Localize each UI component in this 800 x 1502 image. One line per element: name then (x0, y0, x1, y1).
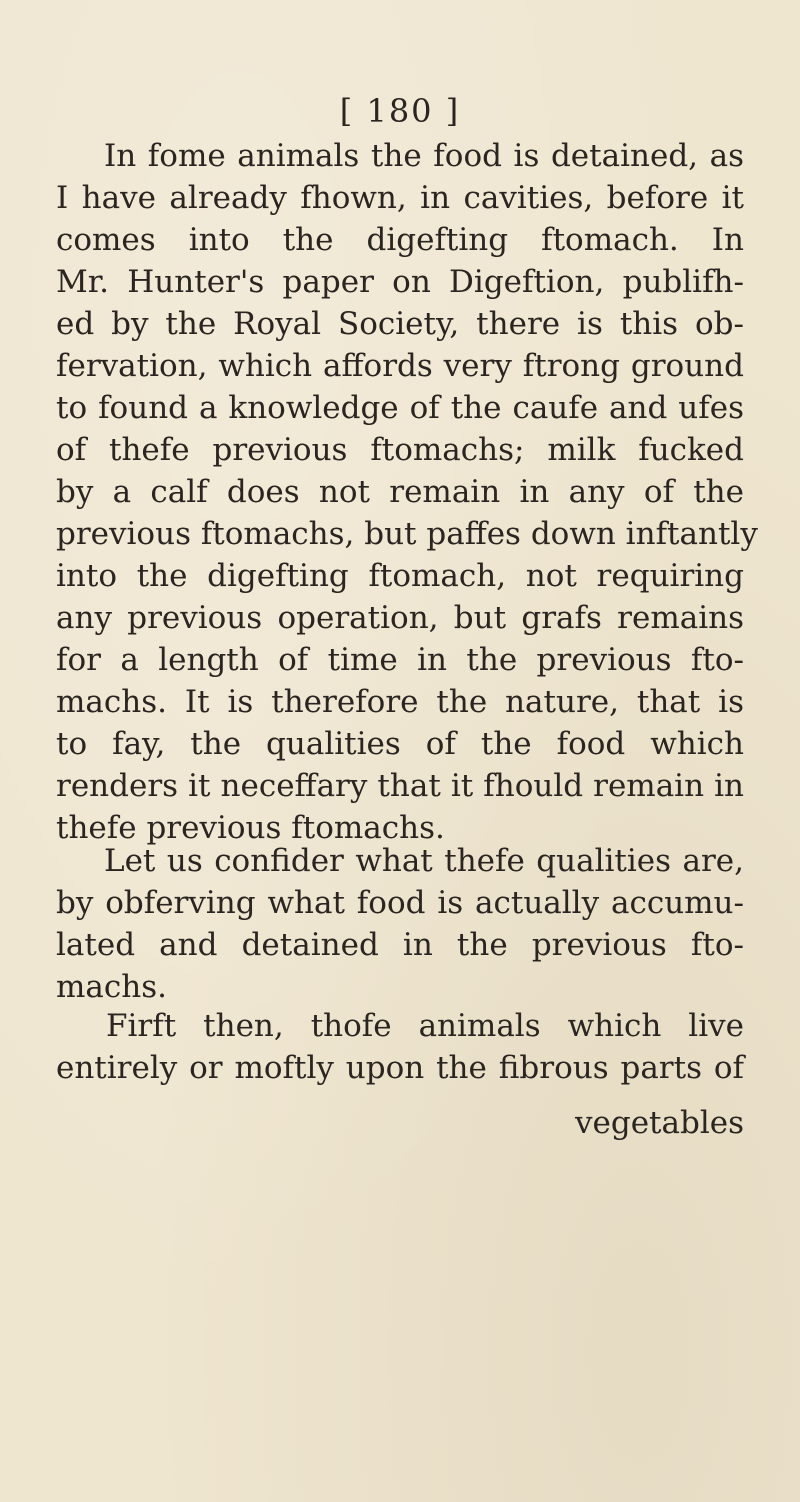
text-line: to fay, the qualities of the food which (56, 726, 744, 762)
text-line: previous ftomachs, but paffes down inftantly (56, 516, 758, 552)
text-line: In fome animals the food is detained, as (104, 138, 744, 174)
page-number: [ 180 ] (339, 92, 461, 130)
text-line: comes into the digefting ftomach. In (56, 222, 744, 258)
catchword: vegetables (574, 1105, 744, 1141)
text-line: fervation, which affords very ftrong ground (56, 348, 744, 384)
text-line: renders it neceffary that it fhould remain in (56, 768, 744, 804)
text-line: thefe previous ftomachs. (56, 810, 445, 846)
paragraph-2 (56, 840, 744, 1008)
text-line: machs. It is therefore the nature, that is (56, 684, 744, 720)
text-line: ed by the Royal Society, there is this ob- (56, 306, 744, 342)
text-line: for a length of time in the previous fto- (56, 642, 744, 678)
text-line: Let us confider what thefe qualities are, (104, 843, 744, 879)
text-line: any previous operation, but grafs remains (56, 600, 744, 636)
paragraph-1 (56, 135, 758, 849)
text-line: Firft then, thofe animals which live (106, 1008, 744, 1044)
text-line: into the digefting ftomach, not requiring (56, 558, 744, 594)
text-line: machs. (56, 969, 167, 1005)
text-line: I have already fhown, in cavities, before it (56, 180, 744, 216)
text-line: by a calf does not remain in any of the (56, 474, 744, 510)
text-line: lated and detained in the previous fto- (56, 927, 744, 963)
text-line: entirely or moftly upon the fibrous parts of (56, 1050, 744, 1086)
paragraph-3 (56, 1005, 744, 1089)
text-line: Mr. Hunter's paper on Digeftion, publifh- (56, 264, 744, 300)
text-line: by obferving what food is actually accumu- (56, 885, 744, 921)
text-line: of thefe previous ftomachs; milk fucked (56, 432, 744, 468)
text-line: to found a knowledge of the caufe and ufes (56, 390, 744, 426)
